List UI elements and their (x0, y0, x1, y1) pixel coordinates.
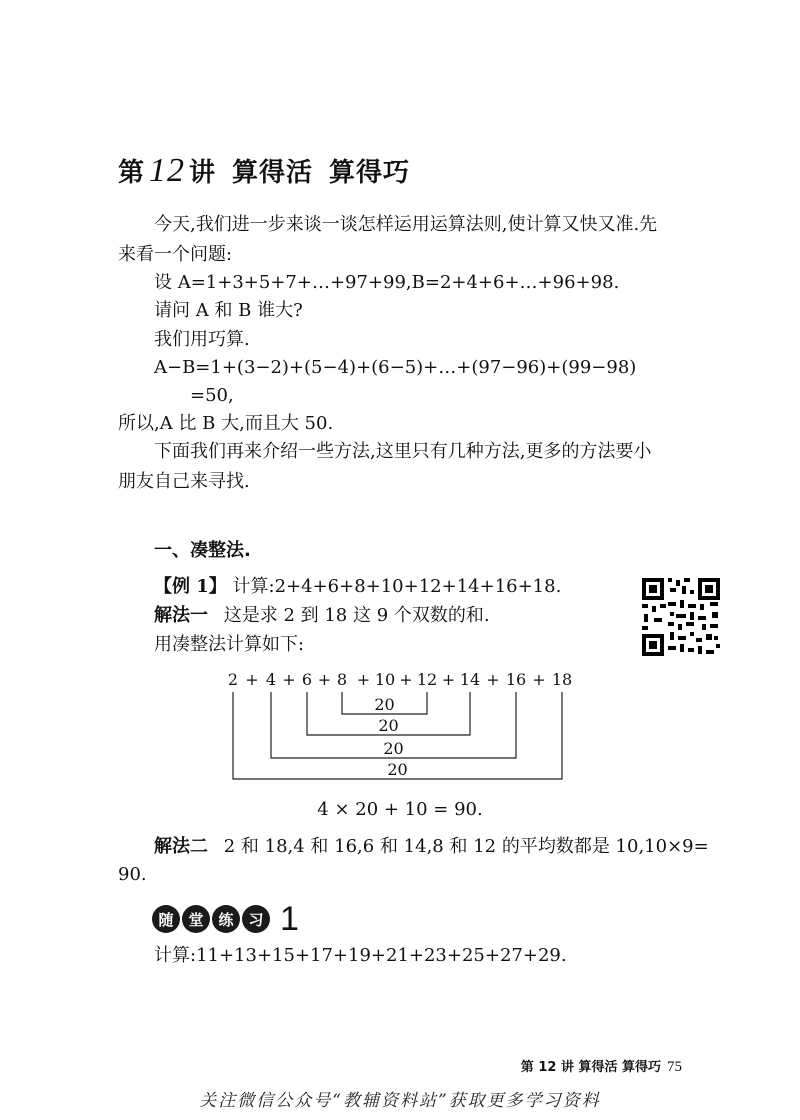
diagram-plus: + (245, 670, 259, 689)
title-prefix: 第 (118, 158, 146, 188)
footer-chapter: 第 12 讲 算得活 算得巧 (520, 1060, 661, 1075)
practice-badge-1: 随 (152, 905, 180, 933)
intro-line-8: 所以,A 比 B 大,而且大 50. (118, 413, 334, 434)
intro-line-4: 请问 A 和 B 谁大? (154, 300, 303, 321)
intro-line-5: 我们用巧算. (154, 329, 250, 350)
title-lecture: 讲 (189, 158, 217, 188)
chapter-title (118, 152, 410, 190)
diagram-term: 6 (301, 670, 313, 689)
method-2 (154, 832, 709, 862)
pair-sum-label: 20 (387, 760, 408, 779)
diagram-plus: + (441, 670, 456, 689)
method-1-text: 这是求 2 到 18 这 9 个双数的和. (223, 605, 490, 626)
title-number: 12 (149, 152, 186, 189)
method-2-label: 解法二 (154, 836, 208, 857)
intro-line-10: 朋友自己来寻找. (118, 471, 250, 492)
calculation-result: 4 × 20 + 10 = 90. (317, 799, 483, 820)
diagram-term: 14 (459, 670, 481, 689)
pair-sum-label: 20 (383, 739, 404, 758)
diagram-plus: + (532, 670, 546, 689)
watermark-text: 关注微信公众号“教辅资料站”获取更多学习资料 (199, 1091, 601, 1111)
practice-heading (152, 902, 299, 936)
title-name-2: 算得巧 (329, 158, 411, 188)
diagram-plus: + (399, 670, 413, 689)
intro-line-1: 今天,我们进一步来谈一谈怎样运用运算法则,使计算又快又准.先 (154, 214, 658, 235)
intro-line-7: =50, (190, 385, 234, 406)
diagram-term: 4 (265, 670, 277, 689)
method-2-text: 2 和 18,4 和 16,6 和 14,8 和 12 的平均数都是 10,10×9= (223, 836, 709, 857)
intro-line-2: 来看一个问题: (118, 244, 233, 265)
method-1 (154, 601, 490, 631)
intro-line-6: A−B=1+(3−2)+(5−4)+(6−5)+…+(97−96)+(99−98) (154, 357, 637, 378)
page-number: 75 (667, 1059, 682, 1075)
diagram-plus: + (317, 670, 332, 689)
diagram-term: 10 (374, 670, 396, 689)
pair-sum-label: 20 (374, 695, 395, 714)
example-1 (154, 572, 561, 602)
qr-code[interactable] (640, 576, 722, 658)
practice-problem: 计算:11+13+15+17+19+21+23+25+27+29. (154, 945, 567, 966)
practice-badge-2: 堂 (182, 905, 210, 933)
practice-number: 1 (280, 900, 299, 938)
example-label: 【例 1】 (154, 576, 227, 597)
diagram-plus: + (356, 670, 371, 689)
method-1-line-2: 用凑整法计算如下: (154, 634, 305, 655)
diagram-plus: + (282, 670, 296, 689)
practice-badge-4: 习 (242, 905, 270, 933)
pairing-diagram (225, 668, 585, 786)
intro-line-9: 下面我们再来介绍一些方法,这里只有几种方法,更多的方法要小 (154, 441, 652, 462)
section-heading: 一、凑整法. (154, 540, 251, 561)
diagram-term: 8 (336, 670, 348, 689)
example-problem: 计算:2+4+6+8+10+12+14+16+18. (232, 576, 562, 597)
diagram-term: 12 (416, 670, 438, 689)
diagram-plus: + (486, 670, 500, 689)
practice-badge-3: 练 (212, 905, 240, 933)
pair-sum-label: 20 (378, 716, 399, 735)
title-name-1: 算得活 (232, 158, 314, 188)
diagram-term: 18 (551, 670, 573, 689)
method-2-cont: 90. (118, 864, 147, 885)
diagram-term: 16 (505, 670, 527, 689)
intro-line-3: 设 A=1+3+5+7+…+97+99,B=2+4+6+…+96+98. (154, 272, 620, 293)
diagram-term: 2 (227, 670, 239, 689)
method-1-label: 解法一 (154, 605, 208, 626)
page-footer (521, 1056, 682, 1076)
